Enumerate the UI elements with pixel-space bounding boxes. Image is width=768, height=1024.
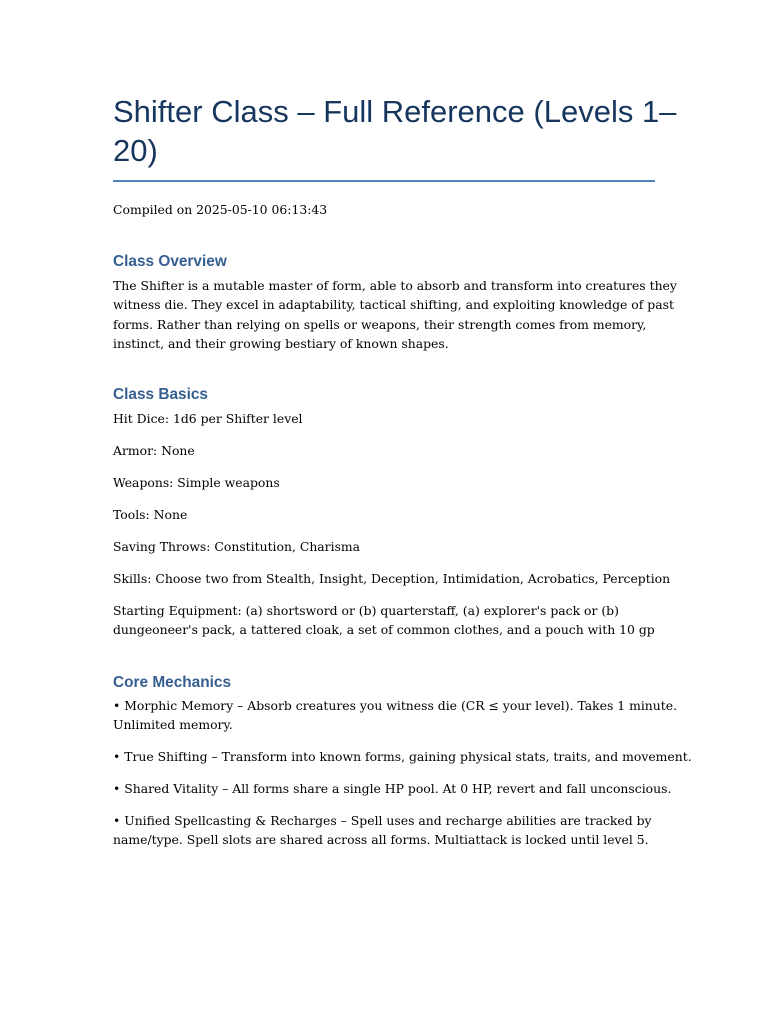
paragraph-line: • True Shifting – Transform into known forms, gaining physical stats, traits, and movement. bbox=[113, 749, 692, 764]
compiled-timestamp: Compiled on 2025-05-10 06:13:43 bbox=[113, 202, 328, 217]
paragraph-line: The Shifter is a mutable master of form, able to absorb and transform into creatures they bbox=[113, 278, 677, 293]
title-underline-rule bbox=[113, 180, 655, 182]
basics-hit-dice: Hit Dice: 1d6 per Shifter level bbox=[113, 411, 303, 426]
paragraph-line: witness die. They excel in adaptability, tactical shifting, and exploiting knowledge of past bbox=[113, 297, 674, 313]
overview-paragraph bbox=[113, 276, 677, 353]
mechanic-item-morphic-memory bbox=[113, 696, 678, 735]
basics-armor: Armor: None bbox=[113, 443, 195, 458]
mechanic-item-shared-vitality bbox=[113, 779, 672, 798]
heading-class-overview: Class Overview bbox=[113, 253, 227, 270]
basics-skills: Skills: Choose two from Stealth, Insight, Deception, Intimidation, Acrobatics, Perception bbox=[113, 571, 671, 586]
document-title bbox=[113, 92, 677, 170]
heading-core-mechanics: Core Mechanics bbox=[113, 674, 232, 691]
basics-saving-throws: Saving Throws: Constitution, Charisma bbox=[113, 539, 361, 554]
paragraph-line: name/type. Spell slots are shared across all forms. Multiattack is locked until level 5. bbox=[113, 832, 649, 848]
title-line: Shifter Class – Full Reference (Levels 1– bbox=[113, 94, 677, 129]
paragraph-line: • Unified Spellcasting & Recharges – Spell uses and recharge abilities are tracked by bbox=[113, 813, 652, 828]
mechanic-item-unified-spellcasting bbox=[113, 811, 661, 850]
paragraph-line: forms. Rather than relying on spells or weapons, their strength comes from memory, bbox=[113, 316, 647, 332]
paragraph-line: dungeoneer's pack, a tattered cloak, a set of common clothes, and a pouch with 10 gp bbox=[113, 622, 655, 638]
paragraph-line: instinct, and their growing bestiary of known shapes. bbox=[113, 335, 449, 351]
basics-weapons: Weapons: Simple weapons bbox=[113, 475, 280, 490]
paragraph-line: • Morphic Memory – Absorb creatures you witness die (CR ≤ your level). Takes 1 minute. bbox=[113, 698, 678, 713]
mechanic-item-true-shifting bbox=[113, 747, 692, 766]
paragraph-line: Starting Equipment: (a) shortsword or (b) quarterstaff, (a) explorer's pack or (b) bbox=[113, 603, 619, 618]
paragraph-line: • Shared Vitality – All forms share a single HP pool. At 0 HP, revert and fall unconscious. bbox=[113, 781, 672, 796]
basics-starting-equipment bbox=[113, 601, 661, 640]
heading-class-basics: Class Basics bbox=[113, 386, 208, 403]
title-line: 20) bbox=[113, 133, 158, 168]
paragraph-line: Unlimited memory. bbox=[113, 717, 233, 733]
basics-tools: Tools: None bbox=[113, 507, 188, 522]
